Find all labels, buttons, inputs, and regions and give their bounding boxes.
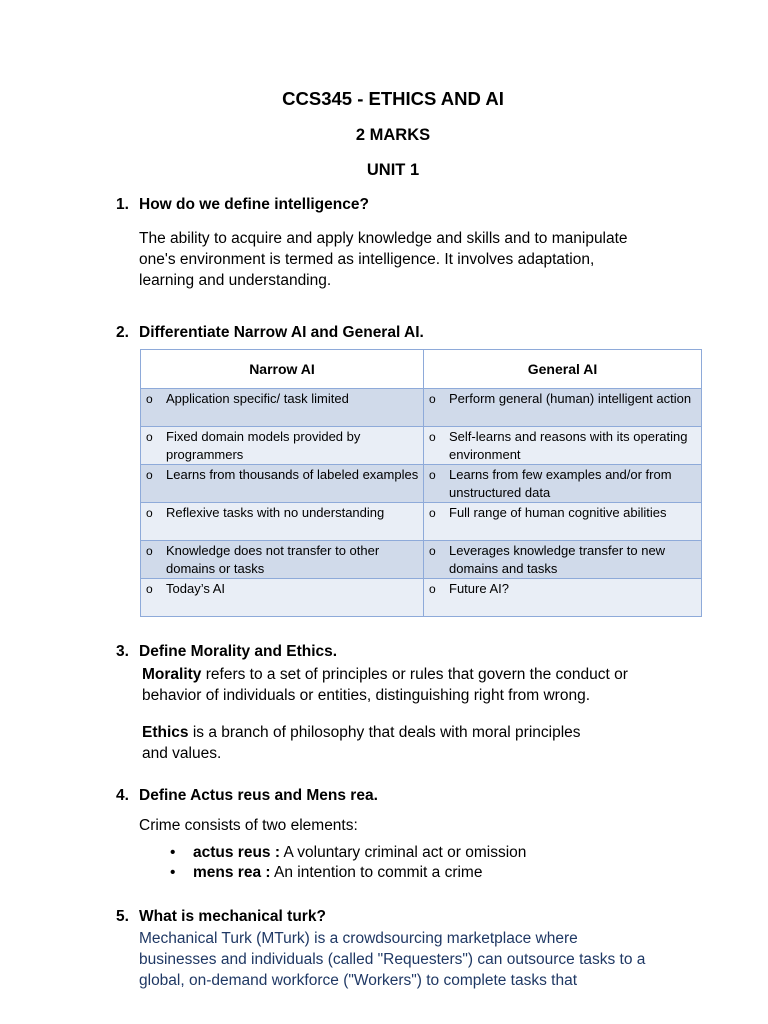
term: actus reus : (193, 844, 281, 861)
table-cell: Learns from thousands of labeled examples (166, 467, 419, 482)
bullet-icon: o (429, 506, 436, 520)
doc-title: CCS345 - ETHICS AND AI (282, 88, 504, 109)
list-item (170, 843, 526, 863)
definition: An intention to commit a crime (270, 864, 483, 881)
answer-line: The ability to acquire and apply knowledge and skills and to manipulate (139, 230, 628, 247)
answer-line: is a branch of philosophy that deals with moral principles (188, 724, 581, 741)
table-cell: Reflexive tasks with no understanding (166, 505, 385, 520)
table-cell: Future AI? (449, 581, 509, 596)
bullet-icon: o (146, 506, 153, 520)
doc-marks: 2 MARKS (355, 126, 431, 144)
bullet-icon: o (146, 430, 153, 444)
question-4 (116, 787, 378, 805)
comparison-table (140, 349, 702, 617)
question-text: Differentiate Narrow AI and General AI. (139, 324, 424, 341)
table-cell: Perform general (human) intelligent action (449, 391, 692, 406)
question-number: 3. (116, 643, 129, 660)
column-header-narrow-ai: Narrow AI (141, 350, 424, 389)
answer-line: and values. (142, 745, 222, 762)
table-row (141, 503, 702, 541)
bullet-icon: o (429, 468, 436, 482)
question-text: Define Actus reus and Mens rea. (139, 787, 378, 804)
bullet-icon: o (429, 392, 436, 406)
question-text: What is mechanical turk? (139, 908, 326, 925)
table-cell: Knowledge does not transfer to other domains or tasks (166, 543, 380, 576)
table-row (141, 427, 702, 465)
answer-line: behavior of individuals or entities, distinguishing right from wrong. (142, 687, 591, 704)
bullet-icon: o (146, 544, 153, 558)
bullet-icon: o (429, 544, 436, 558)
table-row (141, 579, 702, 617)
question-5 (116, 908, 326, 926)
bullet-icon: o (146, 392, 153, 406)
crime-elements-list (170, 843, 526, 883)
table-header-row (141, 350, 702, 389)
bullet-icon: o (429, 582, 436, 596)
answer-3-morality (142, 664, 628, 706)
answer-3-ethics (142, 722, 581, 764)
bullet-icon: o (146, 582, 153, 596)
column-header-general-ai: General AI (424, 350, 702, 389)
answer-line: global, on-demand workforce ("Workers") to complete tasks that (139, 972, 578, 989)
question-3 (116, 643, 337, 661)
list-item (170, 863, 526, 883)
bullet-icon: o (146, 468, 153, 482)
table-cell: Learns from few examples and/or from unstructured data (449, 467, 672, 500)
table-cell: Fixed domain models provided by programmers (166, 429, 361, 462)
table-cell: Application specific/ task limited (166, 391, 349, 406)
question-number: 1. (116, 196, 129, 213)
question-2 (116, 324, 424, 342)
answer-line: one's environment is termed as intelligence. It involves adaptation, (139, 251, 595, 268)
answer-1 (139, 228, 628, 291)
doc-unit: UNIT 1 (366, 161, 420, 179)
answer-5 (139, 928, 645, 991)
answer-line: businesses and individuals (called "Requesters") can outsource tasks to a (139, 951, 646, 968)
question-1 (116, 196, 369, 214)
term-ethics: Ethics (142, 724, 189, 741)
table-row (141, 389, 702, 427)
question-number: 4. (116, 787, 129, 804)
bullet-icon: • (170, 864, 176, 881)
table-cell: Full range of human cognitive abilities (449, 505, 667, 520)
answer-line: learning and understanding. (139, 272, 332, 289)
term-morality: Morality (142, 666, 202, 683)
question-text: How do we define intelligence? (139, 196, 369, 213)
table-row (141, 541, 702, 579)
table-row (141, 465, 702, 503)
answer-line: refers to a set of principles or rules that govern the conduct or (201, 666, 628, 683)
question-text: Define Morality and Ethics. (139, 643, 338, 660)
bullet-icon: • (170, 844, 176, 861)
definition: A voluntary criminal act or omission (280, 844, 527, 861)
term: mens rea : (193, 864, 271, 881)
table-cell: Self-learns and reasons with its operating environment (449, 429, 688, 462)
bullet-icon: o (429, 430, 436, 444)
answer-line: Mechanical Turk (MTurk) is a crowdsourcing marketplace where (139, 930, 578, 947)
table-cell: Today’s AI (166, 581, 226, 596)
answer-4-intro: Crime consists of two elements: (139, 817, 358, 834)
table-cell: Leverages knowledge transfer to new domains and tasks (449, 543, 666, 576)
question-number: 2. (116, 324, 129, 341)
question-number: 5. (116, 908, 129, 925)
